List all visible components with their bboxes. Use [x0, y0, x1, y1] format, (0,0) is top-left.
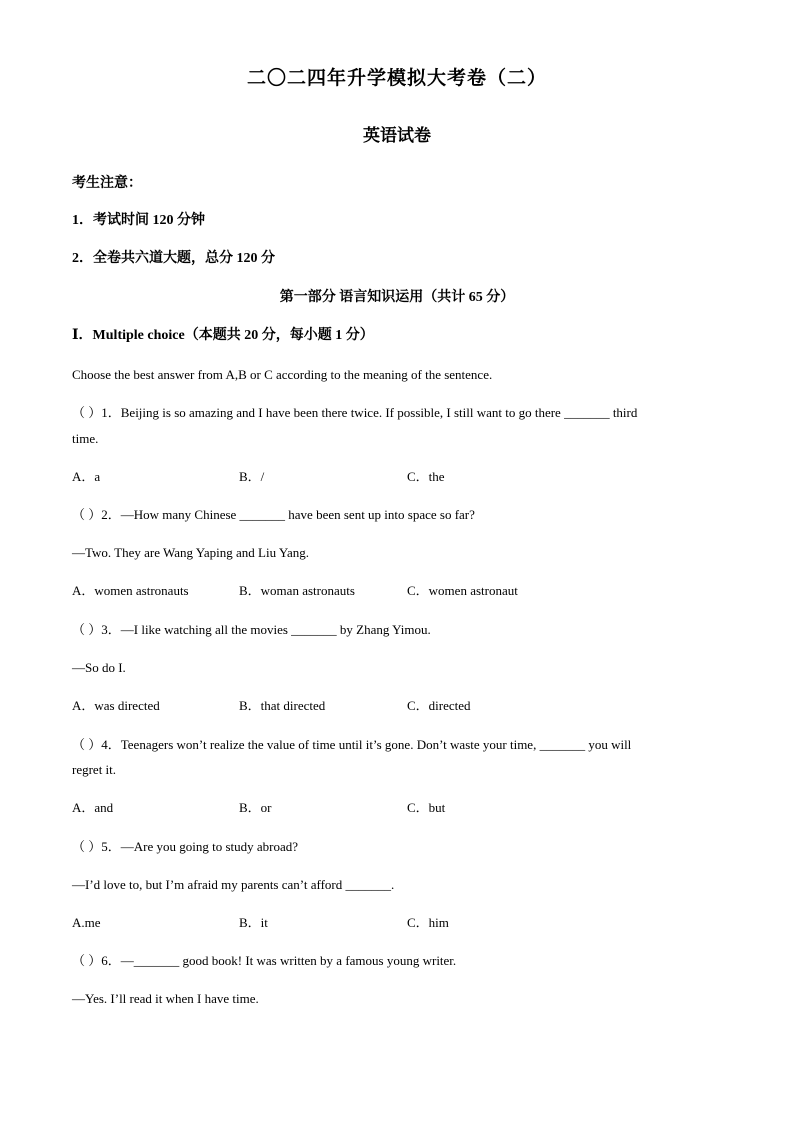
option-b: B．that directed	[239, 698, 326, 713]
question-2-options	[72, 583, 518, 599]
question-6-reply: —Yes. I’ll read it when I have time.	[72, 991, 259, 1006]
option-b: B．woman astronauts	[239, 583, 355, 598]
option-a: A．and	[72, 800, 114, 815]
exam-title: 二〇二四年升学模拟大考卷（二）	[246, 68, 547, 89]
option-a: A.me	[72, 915, 101, 930]
section-title: Ⅰ．Multiple choice（本题共 20 分，每小题 1 分）	[72, 328, 374, 343]
question-6-stem: （ ）6．—_______ good book! It was written by a famous young writer.	[72, 953, 457, 968]
notice-item-1: 1．考试时间 120 分钟	[72, 213, 205, 228]
question-5-stem: （ ）5．—Are you going to study abroad?	[72, 839, 299, 854]
question-3-stem: （ ）3．—I like watching all the movies _______ by Zhang Yimou.	[72, 622, 431, 637]
option-c: C．women astronaut	[407, 583, 518, 598]
notice-heading: 考生注意：	[72, 176, 142, 191]
question-4-stem-cont: regret it.	[72, 762, 117, 777]
question-5-options	[72, 915, 449, 931]
question-1-options	[72, 469, 445, 485]
question-5-reply: —I’d love to, but I’m afraid my parents can’t afford _______.	[72, 877, 395, 892]
option-b: B．/	[239, 469, 265, 484]
option-b: B．or	[239, 800, 272, 815]
option-c: C．directed	[407, 698, 471, 713]
question-4-stem: （ ）4．Teenagers won’t realize the value of time until it’s gone. Don’t waste your time, _______ you will	[72, 737, 632, 752]
question-2-stem: （ ）2．—How many Chinese _______ have been sent up into space so far?	[72, 507, 475, 522]
question-3-reply: —So do I.	[72, 660, 126, 675]
option-a: A．was directed	[72, 698, 160, 713]
question-1-stem-cont: time.	[72, 431, 99, 446]
question-2-reply: —Two. They are Wang Yaping and Liu Yang.	[72, 545, 309, 560]
option-c: C．but	[407, 800, 446, 815]
question-4-options	[72, 800, 445, 816]
option-a: A．a	[72, 469, 101, 484]
section-instruction: Choose the best answer from A,B or C according to the meaning of the sentence.	[72, 367, 493, 382]
part-title: 第一部分 语言知识运用（共计 65 分）	[279, 290, 515, 305]
exam-subtitle: 英语试卷	[363, 126, 431, 145]
option-c: C．the	[407, 469, 445, 484]
option-b: B．it	[239, 915, 268, 930]
notice-item-2: 2．全卷共六道大题，总分 120 分	[72, 251, 275, 266]
question-3-options	[72, 698, 471, 714]
option-c: C．him	[407, 915, 449, 930]
option-a: A．women astronauts	[72, 583, 189, 598]
question-1-stem: （ ）1．Beijing is so amazing and I have been there twice. If possible, I still want to go there _______ third	[72, 405, 638, 420]
